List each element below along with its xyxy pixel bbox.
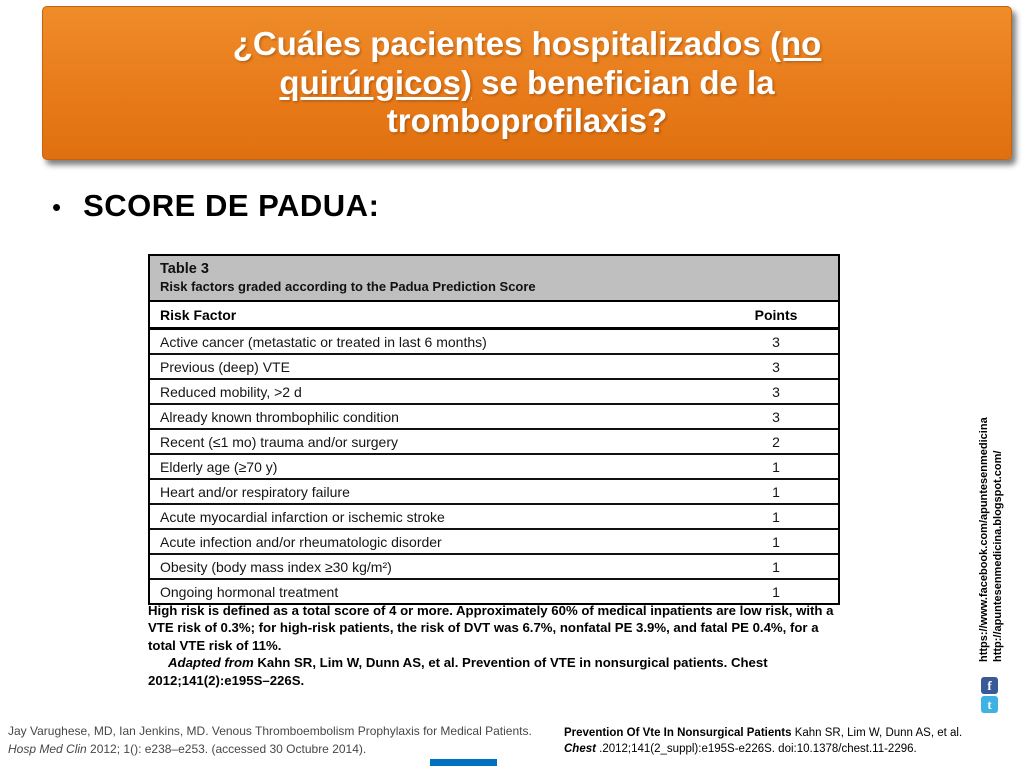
points-cell: 3 [714,354,838,379]
bullet-item [52,188,379,224]
twitter-icon-letter: t [987,697,992,712]
table-row [150,329,838,355]
table-row [150,429,838,454]
bottom-blue-strip [430,759,497,766]
citation-left-line1: Jay Varughese, MD, Ian Jenkins, MD. Venous Thromboembolism Prophylaxis for Medical Patients. [8,724,532,738]
table-header-band [150,256,838,302]
table-row [150,479,838,504]
citation-left-journal: Hosp Med Clin [8,742,87,756]
citation-right-title: Prevention Of Vte In Nonsurgical Patients [564,727,792,739]
points-cell: 1 [714,454,838,479]
table-row [150,579,838,603]
bullet-marker: • [52,192,62,222]
title-banner [42,6,1012,160]
table-row [150,454,838,479]
title-part2-underlined: (no quirúrgicos) [279,24,822,101]
points-cell: 1 [714,529,838,554]
risk-factor-cell: Reduced mobility, >2 d [150,379,714,404]
table-caption: Risk factors graded according to the Padua Prediction Score [160,279,536,294]
risk-factor-table [150,302,838,603]
footnote-main-text: High risk is defined as a total score of 4 or more. Approximately 60% of medical inpatients are low risk, with a VTE risk of 0.3%; for high-risk patients, the risk of DVT was 6.7%, nonfatal PE 3.9%, and fatal PE 0.4%, for a total VTE risk of 11%. [148,603,834,653]
points-cell: 1 [714,479,838,504]
adapted-from-rest: Kahn SR, Lim W, Dunn AS, et al. Prevention of VTE in nonsurgical patients. Chest 2012;141(2):e195S–226S. [148,655,768,688]
risk-factor-cell: Heart and/or respiratory failure [150,479,714,504]
twitter-icon[interactable] [981,696,998,713]
table-row [150,554,838,579]
risk-factor-cell: Recent (≤1 mo) trauma and/or surgery [150,429,714,454]
risk-factor-cell: Already known thrombophilic condition [150,404,714,429]
citation-left-rest: 2012; 1(): e238–e253. (accessed 30 Octubre 2014). [86,742,367,756]
table-row [150,379,838,404]
risk-factor-cell: Obesity (body mass index ≥30 kg/m²) [150,554,714,579]
risk-factor-cell: Active cancer (metastatic or treated in last 6 months) [150,329,714,355]
table-number: Table 3 [160,261,209,277]
sidebar-links [977,367,1005,662]
adapted-from-italic: Adapted from [168,655,254,671]
table-row [150,529,838,554]
points-cell: 1 [714,554,838,579]
table-column-header-row [150,302,838,329]
risk-factor-cell: Previous (deep) VTE [150,354,714,379]
column-header-risk-factor: Risk Factor [150,302,714,329]
points-cell: 3 [714,379,838,404]
citation-left-line2 [8,740,548,758]
citation-right-journal: Chest [564,742,596,755]
points-cell: 3 [714,329,838,355]
citation-right-rest: .2012;141(2_suppl):e195S-e226S. doi:10.1378/chest.11-2296. [595,742,917,755]
blog-url-link[interactable]: http://apuntesenmedicina.blogspot.com/ [992,450,1004,662]
citation-right [564,726,1016,757]
title-part3: se benefician de la tromboprofilaxis? [386,63,775,140]
facebook-url-link[interactable]: https://www.facebook.com/apuntesenmedicina [978,417,990,662]
slide-title [155,25,900,142]
facebook-icon[interactable] [981,677,998,694]
footnote-adapted-line [148,654,840,689]
bullet-text: SCORE DE PADUA: [83,188,380,223]
padua-table-figure [148,254,840,605]
risk-factor-cell: Elderly age (≥70 y) [150,454,714,479]
points-cell: 3 [714,404,838,429]
title-part1: ¿Cuáles pacientes hospitalizados [232,24,770,62]
facebook-icon-letter: f [987,678,992,693]
points-cell: 2 [714,429,838,454]
points-cell: 1 [714,504,838,529]
risk-factor-cell: Acute myocardial infarction or ischemic stroke [150,504,714,529]
citation-right-line1 [564,726,1016,742]
table-footnote [148,602,840,689]
table-row [150,354,838,379]
table-row [150,404,838,429]
table-row [150,504,838,529]
citation-right-authors: Kahn SR, Lim W, Dunn AS, et al. [791,727,963,739]
risk-factor-cell: Acute infection and/or rheumatologic disorder [150,529,714,554]
column-header-points: Points [714,302,838,329]
citation-left [8,722,548,758]
points-cell: 1 [772,584,780,600]
citation-right-line2 [564,742,1016,758]
risk-factor-cell: Ongoing hormonal treatment [160,584,339,600]
